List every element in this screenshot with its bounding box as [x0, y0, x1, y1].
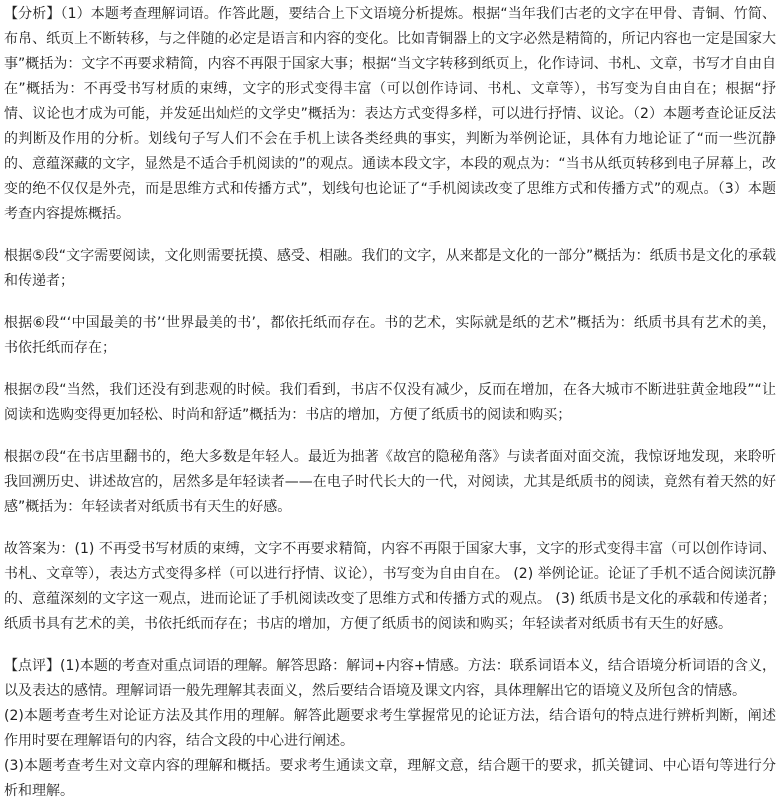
para7-readers-summary: 根据⑦段“在书店里翻书的，绝大多数是年轻人。最近为拙著《故宫的隐秘角落》与读者面对面交流，我惊讶地发现，来聆听我回溯历史、讲述故宫的，居然多是年轻读者——在电子时代长大的一代，对阅读，尤其是纸质书的阅读，竟然有着天然的好感”概括为：年轻读者对纸质书有天生的好感。 — [4, 449, 776, 515]
answer-paragraph: 故答案为：(1) 不再受书写材质的束缚，文字不再要求精简，内容不再限于国家大事，文字的形式变得丰富（可以创作诗词、书札、文章等），表达方式变得多样（可以进行抒情、议论），书写变为自由自在。 (2) 举例论证。论证了手机不适合阅读沉静的、意蕴深刻的文字这一观点，进而论证了手机阅读改变了思维方式和传播方式的观点。 (3) 纸质书是文化的承载和传递者；纸质书具有艺术的美，书依托纸而存在；书店的增加，方便了纸质书的阅读和购买；年轻读者对纸质书有天生的好感。 — [4, 541, 776, 632]
para6-summary: 根据⑥段“‘中国最美的书’‘世界最美的书’，都依托纸而存在。书的艺术，实际就是纸的艺术”概括为：纸质书具有艺术的美，书依托纸而存在； — [4, 315, 776, 356]
comment-part-3: (3)本题考查考生对文章内容的理解和概括。要求考生通读文章，理解文意，结合题干的要求，抓关键词、中心语句等进行分析和理解。 — [4, 758, 776, 799]
comment-part-1: 【点评】(1)本题的考查对重点词语的理解。解答思路：解词+内容+情感。方法：联系词语本义，结合语境分析词语的含义，以及表达的感情。理解词语一般先理解其表面义，然后要结合语境及课文内容，具体理解出它的语境义及所包含的情感。 — [4, 658, 776, 699]
comment-part-2: (2)本题考查考生对论证方法及其作用的理解。解答此题要求考生掌握常见的论证方法，结合语句的特点进行辨析判断，阐述作用时要在理解语句的内容，结合文段的中心进行阐述。 — [4, 708, 776, 749]
comment-paragraph — [4, 654, 776, 804]
para5-summary: 根据⑤段“文字需要阅读，文化则需要抚摸、感受、相融。我们的文字，从来都是文化的一部分”概括为：纸质书是文化的承载和传递者； — [4, 248, 776, 289]
analysis-paragraph: 【分析】（1）本题考查理解词语。作答此题，要结合上下文语境分析提炼。根据“当年我们古老的文字在甲骨、青铜、竹简、布帛、纸页上不断转移，与之伴随的必定是语言和内容的变化。比如青铜器上的文字必然是精简的，所记内容也一定是国家大事”概括为：文字不再要求精简，内容不再限于国家大事；根据“当文字转移到纸页上，化作诗词、书札、文章，书写才自由自在”概括为：不再受书写材质的束缚，文字的形式变得丰富（可以创作诗词、书札、文章等），书写变为自由自在；根据“抒情、议论也才成为可能，并发延出灿烂的文学史”概括为：表达方式变得多样，可以进行抒情、议论。（2）本题考查论证反法的判断及作用的分析。划线句子写人们不会在手机上读各类经典的事实，判断为举例论证，具体有力地论证了“而一些沉静的、意蕴深藏的文字，显然是不适合手机阅读的”的观点。通读本段文字，本段的观点为：“当书从纸页转移到电子屏幕上，改变的绝不仅仅是外壳，而是思维方式和传播方式”，划线句也论证了“手机阅读改变了思维方式和传播方式”的观点。（3）本题考查内容提炼概括。 — [4, 6, 776, 222]
para7-bookstore-summary: 根据⑦段“当然，我们还没有到悲观的时候。我们看到，书店不仅没有减少，反而在增加，在各大城市不断进驻黄金地段”“让阅读和选购变得更加轻松、时尚和舒适”概括为：书店的增加，方便了纸质书的阅读和购买； — [4, 382, 776, 423]
